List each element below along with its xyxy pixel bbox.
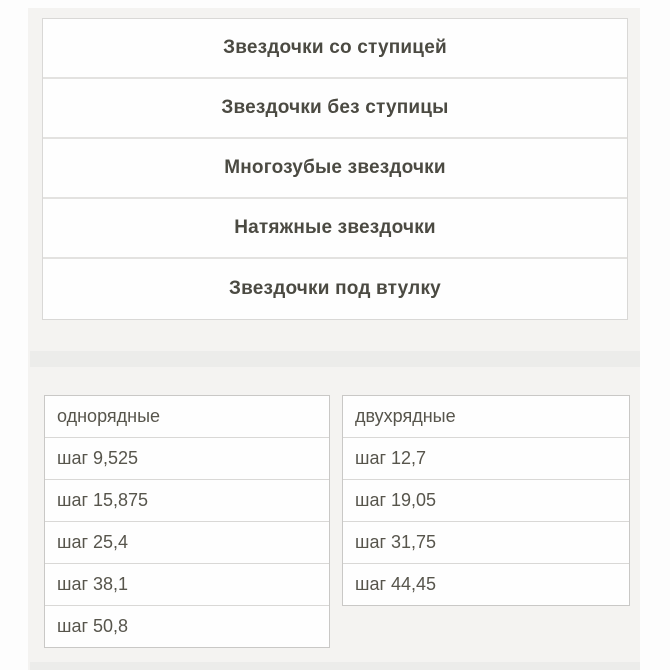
table-row-pitch[interactable]: шаг 9,525 [45, 438, 329, 480]
table-header-single-row[interactable]: однорядные [45, 396, 329, 438]
menu-item-label: Многозубые звездочки [224, 157, 446, 178]
section-divider-band [30, 351, 640, 367]
menu-item-label: Натяжные звездочки [234, 217, 436, 238]
table-row-pitch[interactable]: шаг 15,875 [45, 480, 329, 522]
table-row-pitch[interactable]: шаг 31,75 [343, 522, 629, 564]
menu-item-label: Звездочки под втулку [229, 278, 441, 299]
table-row-pitch[interactable]: шаг 38,1 [45, 564, 329, 606]
menu-item-sprockets-with-hub[interactable] [43, 19, 627, 79]
menu-item-label: Звездочки без ступицы [221, 97, 449, 118]
category-menu [42, 18, 628, 320]
bottom-divider-band [30, 662, 640, 670]
menu-item-tension-sprockets[interactable] [43, 199, 627, 259]
table-row-pitch[interactable]: шаг 25,4 [45, 522, 329, 564]
table-row-pitch[interactable]: шаг 50,8 [57, 616, 129, 636]
double-row-pitch-table [342, 395, 630, 606]
table-row-pitch[interactable]: шаг 12,7 [343, 438, 629, 480]
menu-item-sprockets-for-bushing[interactable] [43, 259, 627, 319]
menu-item-label: Звездочки со ступицей [223, 37, 447, 58]
table-header-double-row[interactable]: двухрядные [343, 396, 629, 438]
menu-item-sprockets-without-hub[interactable] [43, 79, 627, 139]
table-row-pitch[interactable]: шаг 19,05 [343, 480, 629, 522]
table-row-pitch[interactable]: шаг 44,45 [355, 574, 437, 594]
menu-item-multitooth-sprockets[interactable] [43, 139, 627, 199]
single-row-pitch-table [44, 395, 330, 648]
